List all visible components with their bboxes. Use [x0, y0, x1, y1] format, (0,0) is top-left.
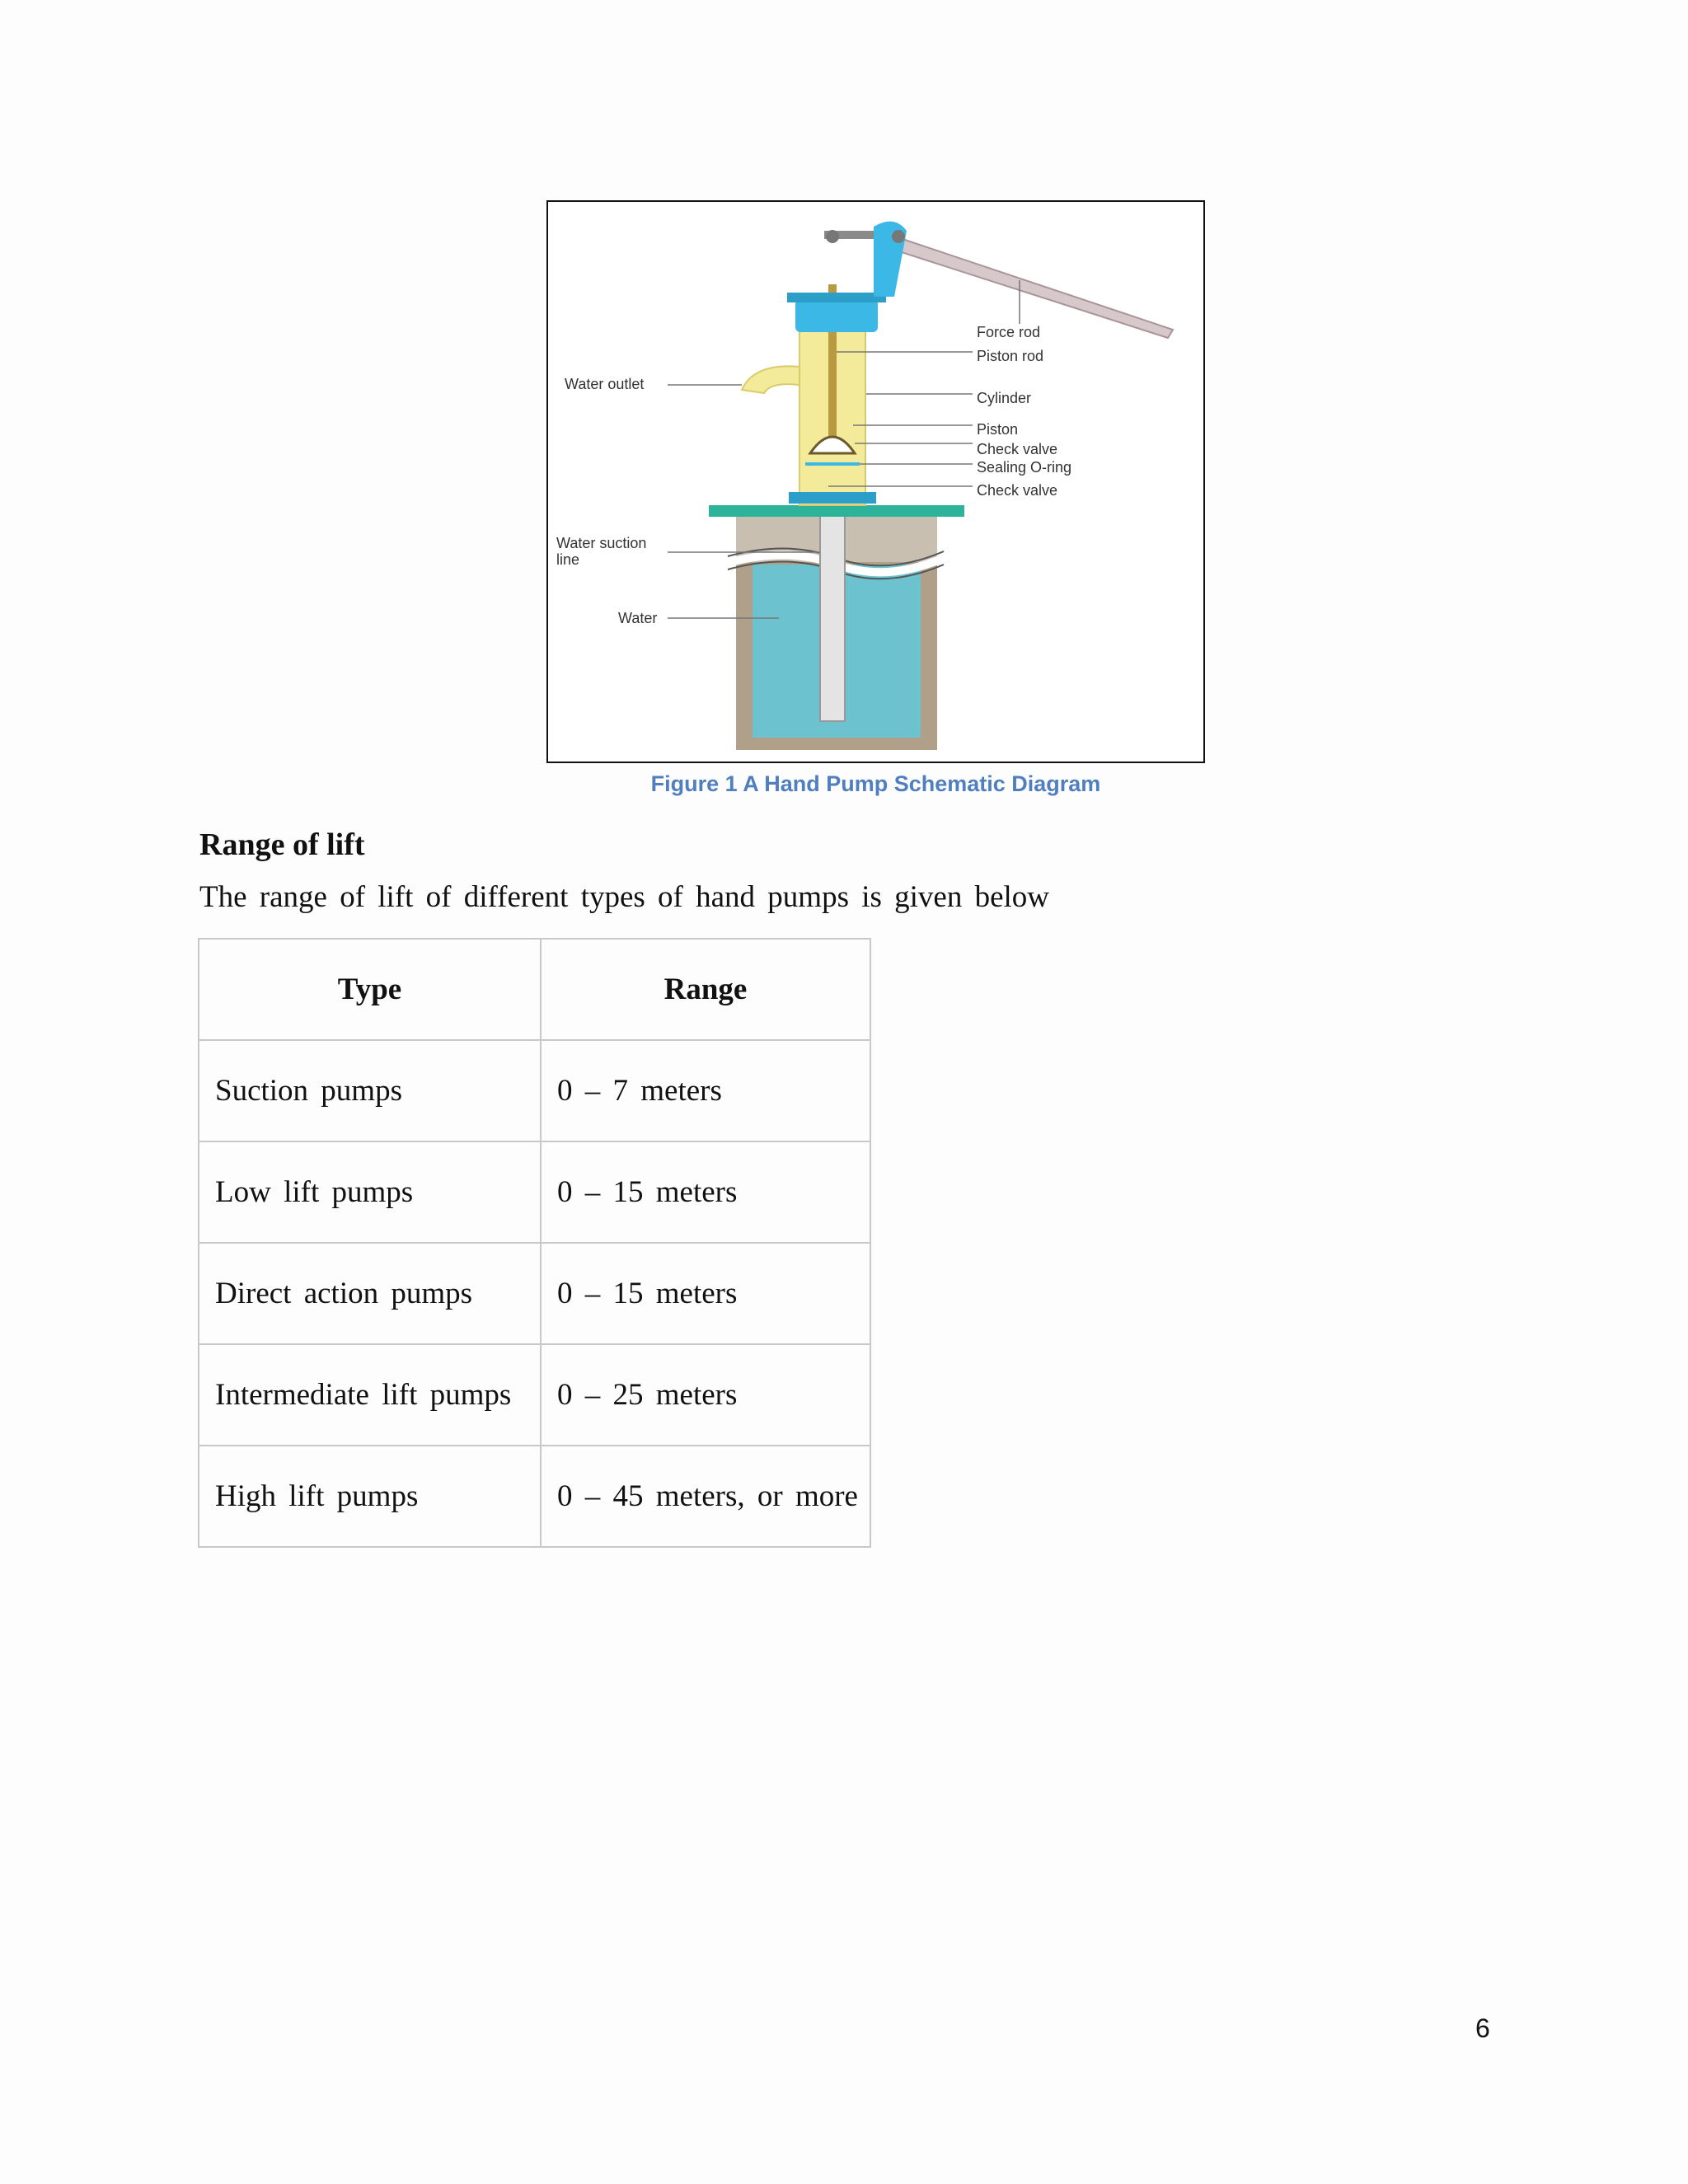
cell-type: High lift pumps: [199, 1446, 541, 1547]
cell-type: Suction pumps: [199, 1040, 541, 1141]
label-water-suction-line: Water suction line: [556, 535, 647, 568]
cell-type: Low lift pumps: [199, 1141, 541, 1243]
cell-range: 0 – 25 meters: [541, 1344, 870, 1446]
figure-frame: [546, 200, 1205, 763]
table-row: [199, 1243, 870, 1344]
pivot-pin: [892, 230, 905, 243]
cell-range: 0 – 15 meters: [541, 1141, 870, 1243]
table-row: [199, 1446, 870, 1547]
label-piston: Piston: [977, 421, 1019, 438]
table-row: [199, 1040, 870, 1141]
label-water: Water: [618, 610, 658, 626]
page-number: 6: [1475, 2013, 1490, 2043]
base-plate: [709, 505, 964, 517]
label-check-valve-lower: Check valve: [977, 482, 1058, 499]
water-outlet-spout: [742, 366, 799, 393]
label-force-rod: Force rod: [977, 324, 1041, 340]
header-range: Range: [541, 939, 870, 1040]
suction-pipe: [820, 507, 845, 721]
pump-cap-flange: [787, 293, 886, 302]
cell-type: Direct action pumps: [199, 1243, 541, 1344]
label-water-outlet: Water outlet: [565, 376, 645, 392]
figure-caption: Figure 1 A Hand Pump Schematic Diagram: [650, 771, 1101, 796]
cell-range: 0 – 45 meters, or more: [541, 1446, 870, 1547]
table-row: [199, 1141, 870, 1243]
cell-range: 0 – 15 meters: [541, 1243, 870, 1344]
lift-range-table: [198, 938, 871, 1548]
label-check-valve-upper: Check valve: [977, 441, 1058, 457]
label-sealing-o-ring: Sealing O-ring: [977, 459, 1072, 476]
section-heading: Range of lift: [199, 827, 365, 862]
header-type: Type: [199, 939, 541, 1040]
link-pin: [826, 230, 839, 243]
pump-lower-flange: [789, 492, 876, 504]
section-intro: The range of lift of different types of hand pumps is given below: [199, 880, 1050, 914]
hand-pump-diagram: [548, 202, 1203, 761]
label-piston-rod: Piston rod: [977, 348, 1044, 364]
label-cylinder: Cylinder: [977, 390, 1032, 406]
table-header-row: [199, 939, 870, 1040]
cell-type: Intermediate lift pumps: [199, 1344, 541, 1446]
pump-cap: [795, 299, 878, 332]
cell-range: 0 – 7 meters: [541, 1040, 870, 1141]
pump-handle: [886, 235, 1173, 338]
table-row: [199, 1344, 870, 1446]
